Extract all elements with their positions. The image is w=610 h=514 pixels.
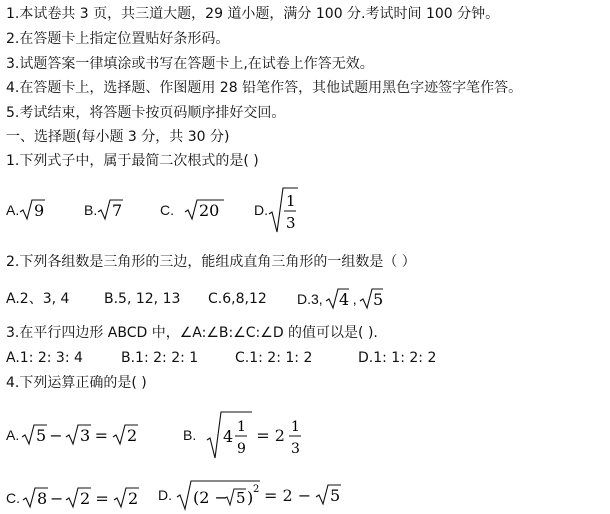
q4-b-num: 1: [237, 419, 247, 435]
q2-a: A.2、3, 4: [6, 291, 70, 307]
q4-b-result-fraction: [289, 410, 303, 460]
q4-a-r1: 5: [36, 426, 47, 445]
q4-c-r1: 8: [37, 489, 48, 508]
q4-c-label: C.: [6, 490, 20, 506]
q3-d: D.1: 1: 2: 2: [358, 350, 437, 366]
q2-d-sqrt1-icon: [325, 287, 349, 311]
q1-a-radicand: 9: [34, 201, 45, 220]
q4-b-label: B.: [183, 427, 197, 443]
q3-a: A.1: 2: 3: 4: [6, 350, 83, 366]
q1-b-radicand: 7: [112, 201, 123, 220]
q1-d: [254, 186, 298, 234]
q3-stem: 3.在平行四边形 ABCD 中，∠A:∠B:∠C:∠D 的值可以是( ).: [6, 325, 378, 341]
section-title: 一、选择题(每小题 3 分，共 30 分): [6, 129, 230, 145]
q1-a-label: A.: [6, 202, 20, 218]
q4-c-op: −: [50, 488, 64, 508]
q1-d-sqrt-icon: [268, 186, 298, 234]
q4-a-sqrt3-icon: [112, 423, 138, 447]
q4-d-inner: 5: [236, 489, 246, 507]
q1-b: [84, 194, 123, 226]
q4-b-rden: 3: [290, 441, 300, 457]
q1-stem: 1.下列式子中，属于最简二次根式的是( ): [6, 153, 259, 169]
q1-d-label: D.: [254, 202, 268, 218]
q4-d-close: ): [247, 488, 254, 507]
q4-c-r3: 2: [127, 489, 138, 508]
instruction-3: 3.试题答案一律填涂或书写在答题卡上,在试卷上作答无效。: [6, 56, 374, 72]
q4-d-outer-sqrt-icon: [176, 479, 260, 511]
q4-d: [158, 478, 341, 512]
q2-d: [297, 285, 383, 313]
q3-c: C.1: 2: 1: 2: [235, 350, 313, 366]
q1-c: [160, 194, 226, 226]
q4-c: [6, 484, 139, 512]
q1-d-den: 3: [286, 214, 296, 232]
q3-b: B.1: 2: 2: 1: [121, 350, 199, 366]
q4-c-sqrt3-icon: [113, 486, 139, 510]
q2-c: C.6,8,12: [208, 291, 267, 307]
q4-stem: 4.下列运算正确的是( ): [6, 375, 147, 391]
q4-d-label: D.: [158, 487, 172, 503]
q1-b-label: B.: [84, 202, 98, 218]
q1-d-num: 1: [286, 192, 296, 210]
q4-a-eq: =: [94, 425, 109, 445]
q4-a-op: −: [49, 425, 63, 445]
q1-c-sqrt-icon: [184, 198, 226, 222]
q2-d-r1: 4: [338, 290, 349, 309]
instruction-5: 5.考试结束，将答题卡按页码顺序排好交回。: [6, 105, 286, 121]
instruction-4: 4.在答题卡上，选择题、作图题用 28 铅笔作答，其他试题用黑色字迹签字笔作答。: [6, 80, 523, 96]
q4-b-eq: = 2: [256, 425, 285, 445]
q1-choices: [6, 194, 45, 226]
q4-d-r: 5: [330, 486, 341, 505]
q4-c-r2: 2: [80, 489, 91, 508]
q2-d-sqrt2-icon: [359, 287, 383, 311]
q2-b: B.5, 12, 13: [104, 291, 181, 307]
q4-b: [183, 410, 303, 460]
q4-b-den: 9: [237, 441, 247, 457]
q4-d-open: (2 −: [193, 488, 228, 507]
instruction-1: 1.本试卷共 3 页，共三道大题，29 道小题，满分 100 分.考试时间 100 分钟。: [6, 6, 500, 22]
q4-c-sqrt1-icon: [22, 486, 48, 510]
q4-a-r2: 3: [79, 426, 90, 445]
q2-d-label: D.3,: [297, 291, 323, 307]
q4-a-r3: 2: [127, 426, 138, 445]
q4-c-sqrt2-icon: [65, 486, 91, 510]
q4-b-rnum: 1: [290, 419, 300, 435]
q4-a-sqrt2-icon: [65, 423, 91, 447]
q4-d-eq: = 2 −: [264, 485, 312, 505]
q4-a: [6, 420, 138, 450]
q4-d-sqrt-icon: [315, 483, 341, 507]
q1-a-sqrt-icon: [19, 198, 45, 222]
instruction-2: 2.在答题卡上指定位置贴好条形码。: [6, 31, 230, 47]
q1-c-radicand: 20: [199, 201, 220, 220]
q2-stem: 2.下列各组数是三角形的三边，能组成直角三角形的一组数是（ ）: [6, 254, 416, 270]
q4-b-whole: 4: [223, 427, 234, 446]
q1-c-label: C.: [160, 202, 174, 218]
q4-d-exp: 2: [253, 484, 260, 495]
q4-a-label: A.: [6, 427, 20, 443]
q2-d-r2: 5: [372, 290, 383, 309]
q2-d-sep: ,: [352, 291, 357, 307]
q4-c-eq: =: [95, 488, 109, 508]
q4-a-sqrt1-icon: [21, 423, 47, 447]
q4-b-sqrt-icon: [206, 410, 252, 460]
q1-b-sqrt-icon: [97, 198, 123, 222]
